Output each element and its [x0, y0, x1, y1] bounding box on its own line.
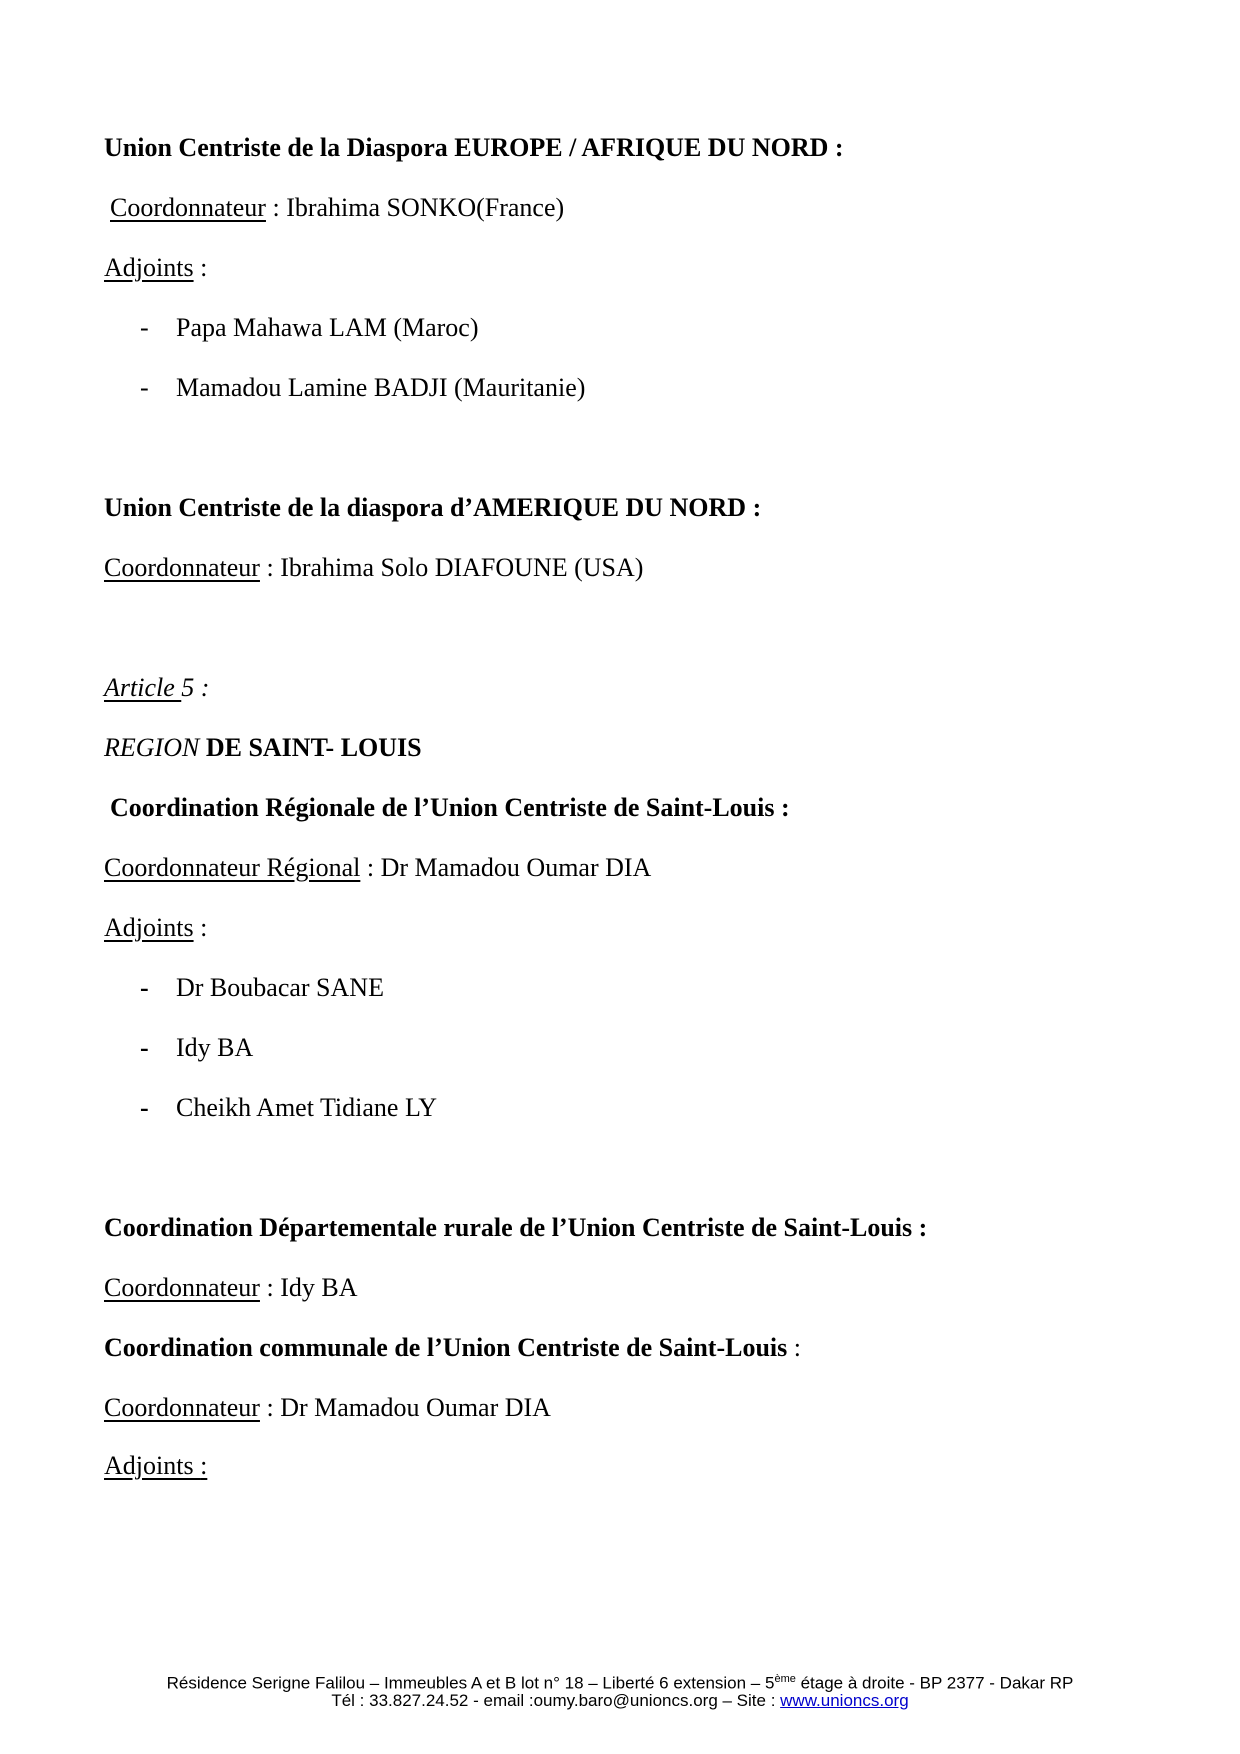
coordonnateur-value: : Idy BA [259, 1273, 358, 1302]
list-item [140, 1032, 253, 1064]
list-item-text: Papa Mahawa LAM (Maroc) [176, 313, 479, 342]
region-bold: DE SAINT- LOUIS [199, 733, 422, 762]
coordonnateur-value: : Dr Mamadou Oumar DIA [259, 1393, 551, 1422]
list-item [140, 1092, 437, 1124]
list-item [140, 972, 384, 1004]
list-item-text: Cheikh Amet Tidiane LY [176, 1093, 438, 1122]
coordonnateur-regional [104, 852, 651, 884]
list-item-text: Dr Boubacar SANE [176, 973, 384, 1002]
communale-heading-suffix: : [787, 1333, 801, 1362]
article-label: Article [104, 673, 182, 702]
communale-heading-text: Coordination communale de l’Union Centriste de Saint-Louis [104, 1333, 788, 1362]
coordonnateur-label: Coordonnateur [104, 1393, 260, 1422]
coordonnateur-rurale [104, 1272, 357, 1304]
bullet-dash: - [140, 1093, 149, 1122]
bullet-dash: - [140, 1033, 149, 1062]
bullet-dash: - [140, 373, 149, 402]
footer-contact [0, 1690, 1240, 1712]
list-item-text: Idy BA [176, 1033, 254, 1062]
section-heading-rurale: Coordination Départementale rurale de l’Union Centriste de Saint-Louis : [104, 1213, 928, 1242]
coordonnateur-value: : Ibrahima SONKO(France) [265, 193, 565, 222]
list-item [140, 372, 585, 404]
adjoints-communale [104, 1450, 207, 1482]
coordonnateur-label: Coordonnateur [104, 1273, 260, 1302]
coordonnateur-value: : Dr Mamadou Oumar DIA [360, 853, 652, 882]
coordonnateur-label: Coordonnateur [104, 553, 260, 582]
coordonnateur-value: : Ibrahima Solo DIAFOUNE (USA) [259, 553, 644, 582]
footer-address-text: Résidence Serigne Falilou – Immeubles A et B lot n° 18 – Liberté 6 extension – 5 [166, 1673, 775, 1693]
website-link[interactable]: www.unioncs.org [780, 1691, 909, 1710]
region-heading [104, 732, 422, 764]
article-number: 5 : [181, 673, 210, 702]
coordonnateur-communale [104, 1392, 551, 1424]
footer-address-text-end: étage à droite - BP 2377 - Dakar RP [795, 1673, 1074, 1693]
adjoints-suffix: : [200, 1451, 208, 1480]
footer-superscript: ème [774, 1673, 796, 1685]
coordonnateur-label: Coordonnateur [110, 193, 266, 222]
section-heading-amerique: Union Centriste de la diaspora d’AMERIQUE DU NORD : [104, 493, 762, 522]
section-heading-communale [104, 1332, 801, 1364]
adjoints-label: Adjoints [104, 253, 194, 282]
bullet-dash: - [140, 313, 149, 342]
region-italic: REGION [104, 733, 200, 762]
section-heading-europe: Union Centriste de la Diaspora EUROPE / AFRIQUE DU NORD : [104, 133, 844, 162]
list-item [140, 312, 479, 344]
coordonnateur-europe [110, 192, 564, 224]
adjoints-europe [104, 252, 207, 284]
footer-contact-text: Tél : 33.827.24.52 - email :oumy.baro@unioncs.org – Site : [331, 1691, 781, 1710]
adjoints-suffix: : [193, 913, 208, 942]
adjoints-label: Adjoints [104, 1451, 201, 1480]
coordonnateur-amerique [104, 552, 643, 584]
section-heading-regional: Coordination Régionale de l’Union Centriste de Saint-Louis : [110, 793, 790, 822]
adjoints-suffix: : [193, 253, 208, 282]
adjoints-label: Adjoints [104, 913, 194, 942]
list-item-text: Mamadou Lamine BADJI (Mauritanie) [176, 373, 586, 402]
article-heading [104, 672, 209, 704]
adjoints-regional [104, 912, 207, 944]
bullet-dash: - [140, 973, 149, 1002]
coordonnateur-label: Coordonnateur Régional [104, 853, 361, 882]
